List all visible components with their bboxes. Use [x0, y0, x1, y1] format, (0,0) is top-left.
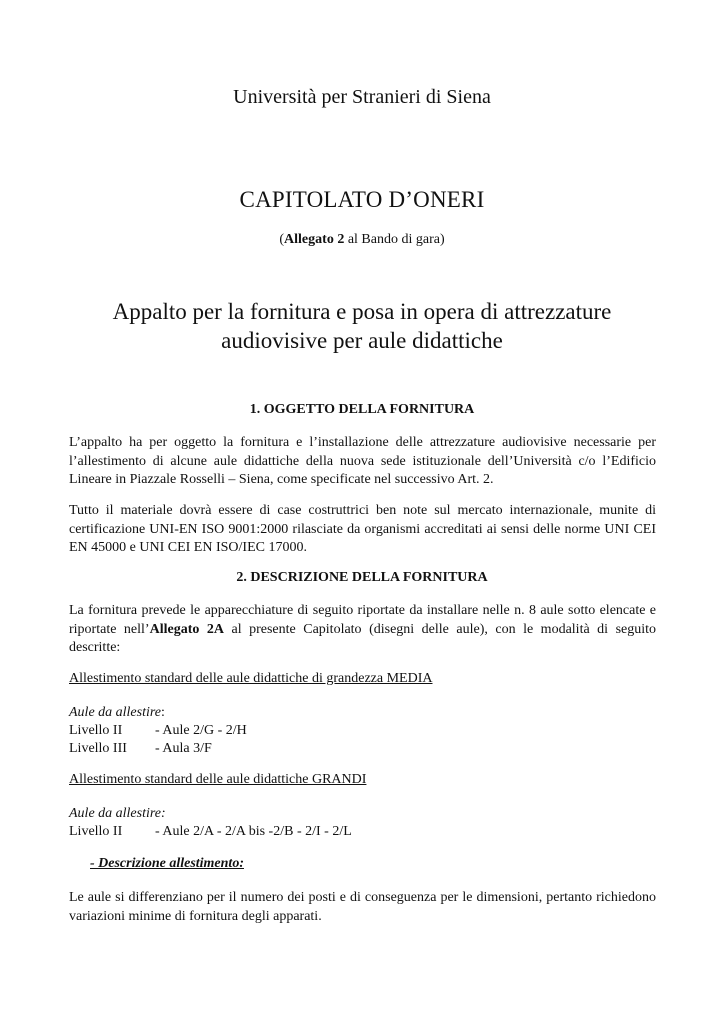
document-title: CAPITOLATO D’ONERI: [239, 187, 485, 212]
room-level: Livello II: [69, 824, 123, 839]
contract-title-line-2: audiovisive per aule didattiche: [221, 328, 503, 353]
room-list: - Aule 2/A - 2/A bis -2/B - 2/I - 2/L: [155, 824, 352, 839]
attachment-label: Allegato 2: [284, 232, 345, 247]
contract-title-line-1: Appalto per la fornitura e posa in opera di attrezzature: [112, 299, 612, 324]
room-list: - Aule 2/G - 2/H: [155, 723, 247, 738]
grandi-room-row: [69, 823, 352, 842]
media-rooms-label-text: Aule da allestire: [69, 705, 162, 720]
media-rooms-label-colon: :: [161, 705, 165, 720]
grandi-rooms-label: Aule da allestire:: [69, 806, 166, 821]
section-1-paragraph-1: L’appalto ha per oggetto la fornitura e l’installazione delle attrezzature audiovisive necessarie per l’allestimento di alcune aule didattiche della nuova sede istituzionale dell’Università c/o l’Edificio Lineare in Piazzale Rosselli – Siena, come specificate nel successivo Art. 2.: [69, 435, 656, 487]
section-1-heading: 1. OGGETTO DELLA FORNITURA: [249, 402, 475, 417]
grandi-rooms-heading: Allestimento standard delle aule didattiche GRANDI: [69, 772, 367, 787]
allegato-2a-label: Allegato 2A: [149, 621, 224, 637]
media-room-row: [69, 722, 247, 741]
media-room-row: [69, 740, 212, 759]
section-2-intro: [69, 602, 656, 658]
attachment-subtitle: [0, 232, 724, 248]
media-rooms-label: [69, 704, 165, 723]
section-2-heading: 2. DESCRIZIONE DELLA FORNITURA: [236, 570, 488, 585]
attachment-rest: al Bando di gara): [344, 232, 445, 247]
section-2-intro-part-2: al presente Capitolato (disegni delle aule), con le modalità di seguito descritte:: [69, 621, 657, 655]
room-list: - Aula 3/F: [155, 741, 212, 756]
room-level: Livello II: [69, 723, 123, 738]
description-heading: - Descrizione allestimento:: [90, 856, 244, 871]
section-2-intro-part-1: La fornitura prevede le apparecchiature di seguito riportate da installare nelle n. 8 aule sotto elencate e riportate nell’: [69, 603, 656, 637]
media-rooms-heading: Allestimento standard delle aule didattiche di grandezza MEDIA: [69, 671, 433, 686]
room-level: Livello III: [69, 741, 127, 756]
attachment-open-paren: (: [279, 232, 285, 247]
contract-title: [0, 297, 724, 355]
university-name: Università per Stranieri di Siena: [233, 86, 491, 108]
section-1-paragraph-2: Tutto il materiale dovrà essere di case costruttrici ben note sul mercato internazionale, munite di certificazione UNI-EN ISO 9001:2000 rilasciate da organismi accreditati ai sensi delle norme UNI CEI EN 45000 e UNI CEI EN ISO/IEC 17000.: [69, 503, 656, 555]
closing-paragraph: Le aule si differenziano per il numero dei posti e di conseguenza per le dimensioni, pertanto richiedono variazioni minime di fornitura degli apparati.: [69, 890, 656, 924]
